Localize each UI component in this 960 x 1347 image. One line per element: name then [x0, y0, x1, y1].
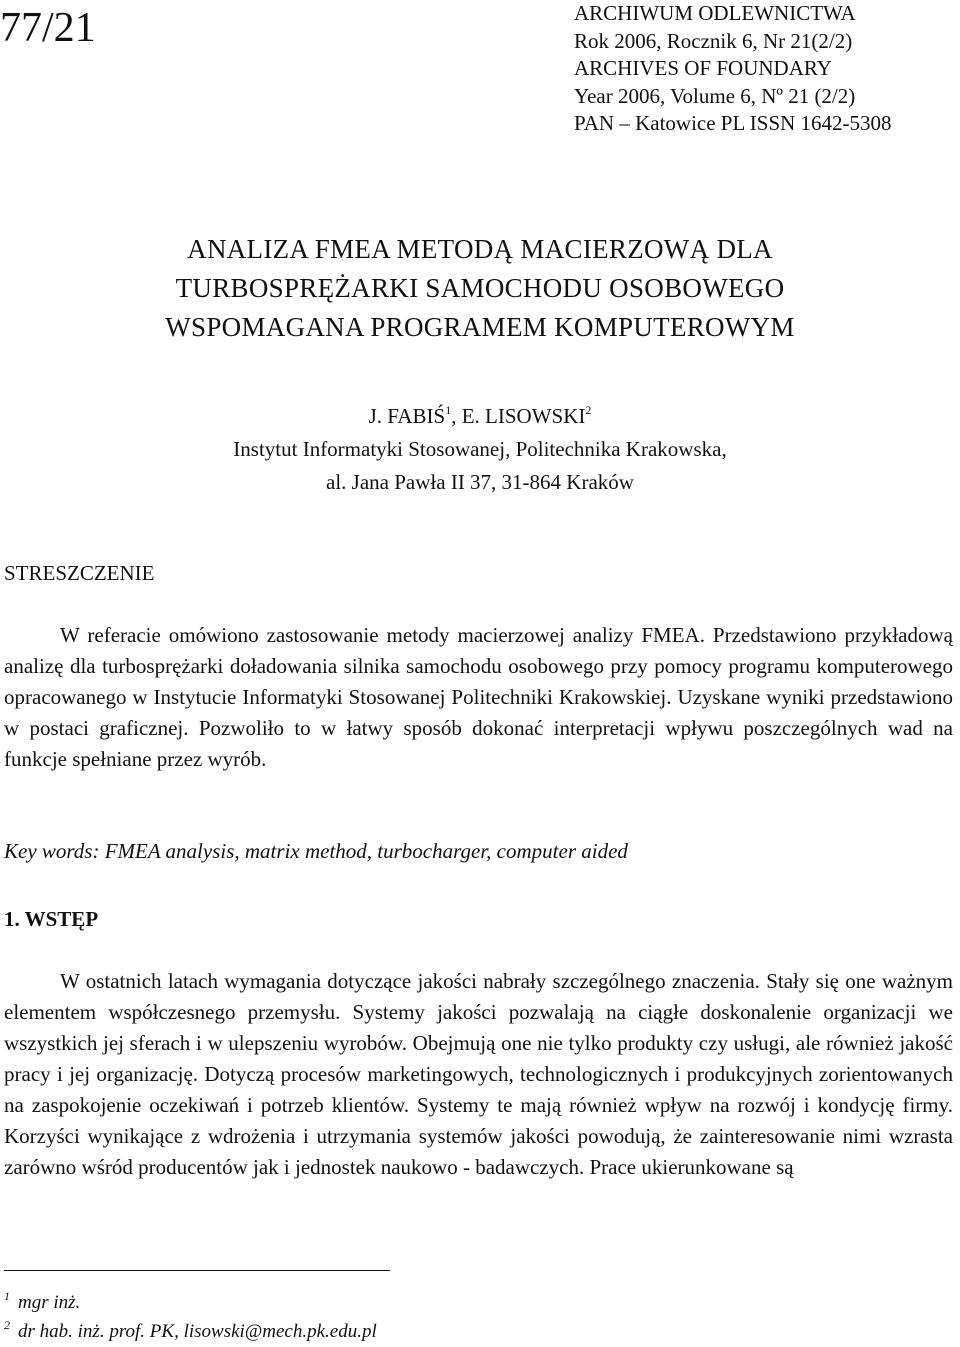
- address: al. Jana Pawła II 37, 31-864 Kraków: [326, 470, 634, 494]
- keywords: Key words: FMEA analysis, matrix method, turbocharger, computer aided: [4, 839, 628, 863]
- footnote-marker: 1: [4, 1289, 10, 1303]
- author-line: [0, 400, 960, 433]
- journal-name-en: ARCHIVES OF FOUNDARY: [574, 56, 832, 80]
- journal-issue-pl: Rok 2006, Rocznik 6, Nr 21(2/2): [574, 28, 853, 53]
- journal-issue-en: Year 2006, Volume 6, Nº 21 (2/2): [574, 83, 856, 108]
- authors-affiliation: [0, 400, 960, 499]
- journal-header: [574, 0, 892, 138]
- footnote-marker: 2: [4, 1318, 10, 1332]
- introduction-body: [4, 966, 953, 1183]
- footnote-ref: 2: [585, 403, 592, 417]
- title-line: TURBOSPRĘŻARKI SAMOCHODU OSOBOWEGO: [175, 273, 785, 303]
- footnote: [4, 1317, 377, 1346]
- affiliation: Instytut Informatyki Stosowanej, Politechnika Krakowska,: [233, 437, 727, 461]
- author-name: J. FABIŚ: [368, 404, 446, 428]
- journal-issn: PAN – Katowice PL ISSN 1642-5308: [574, 111, 892, 135]
- title-line: ANALIZA FMEA METODĄ MACIERZOWĄ DLA: [187, 234, 773, 264]
- page-number: 77/21: [0, 5, 96, 51]
- footnote: [4, 1288, 377, 1317]
- abstract-body: [4, 620, 953, 775]
- abstract-heading: STRESZCZENIE: [4, 561, 155, 585]
- abstract-text: W referacie omówiono zastosowanie metody macierzowej analizy FMEA. Przedstawiono przykładową analizę dla turbosprężarki doładowania silnika samochodu osobowego przy pomocy programu komputerowego opracowanego w Instytucie Informatyki Stosowanej Politechniki Krakowskiej. Uzyskane wyniki przedstawiono w postaci graficznej. Pozwoliło to w łatwy sposób dokonać interpretacji wpływu poszczególnych wad na funkcje spełniane przez wyrób.: [4, 623, 953, 771]
- title-line: WSPOMAGANA PROGRAMEM KOMPUTEROWYM: [165, 312, 795, 342]
- footnote-text: dr hab. inż. prof. PK, lisowski@mech.pk.edu.pl: [18, 1321, 377, 1342]
- section-heading: 1. WSTĘP: [4, 907, 99, 931]
- journal-name-pl: ARCHIWUM ODLEWNICTWA: [574, 1, 856, 25]
- footnotes: [4, 1288, 377, 1346]
- paper-title: [0, 230, 960, 347]
- introduction-text: W ostatnich latach wymagania dotyczące jakości nabrały szczególnego znaczenia. Stały się one ważnym elementem współczesnego przemysłu. Systemy jakości pozwalają na ciągłe doskonalenie organizacji we wszystkich jej sferach i w ulepszeniu wyrobów. Obejmują one nie tylko produkty czy usługi, ale również jakość pracy i jej organizację. Dotyczą procesów marketingowych, technologicznych i produkcyjnych zorientowanych na zaspokojenie oczekiwań i potrzeb klientów. Systemy te mają również wpływ na rozwój i kondycję firmy. Korzyści wynikające z wdrożenia i utrzymania systemów jakości powodują, że zainteresowanie nimi wzrasta zarówno wśród producentów jak i jednostek naukowo - badawczych. Prace ukierunkowane są: [4, 969, 953, 1179]
- author-separator: ,: [451, 404, 462, 428]
- footnote-ref: 1: [445, 403, 452, 417]
- author-name: E. LISOWSKI: [461, 404, 586, 428]
- footnote-divider: [4, 1270, 390, 1271]
- footnote-text: mgr inż.: [18, 1292, 81, 1313]
